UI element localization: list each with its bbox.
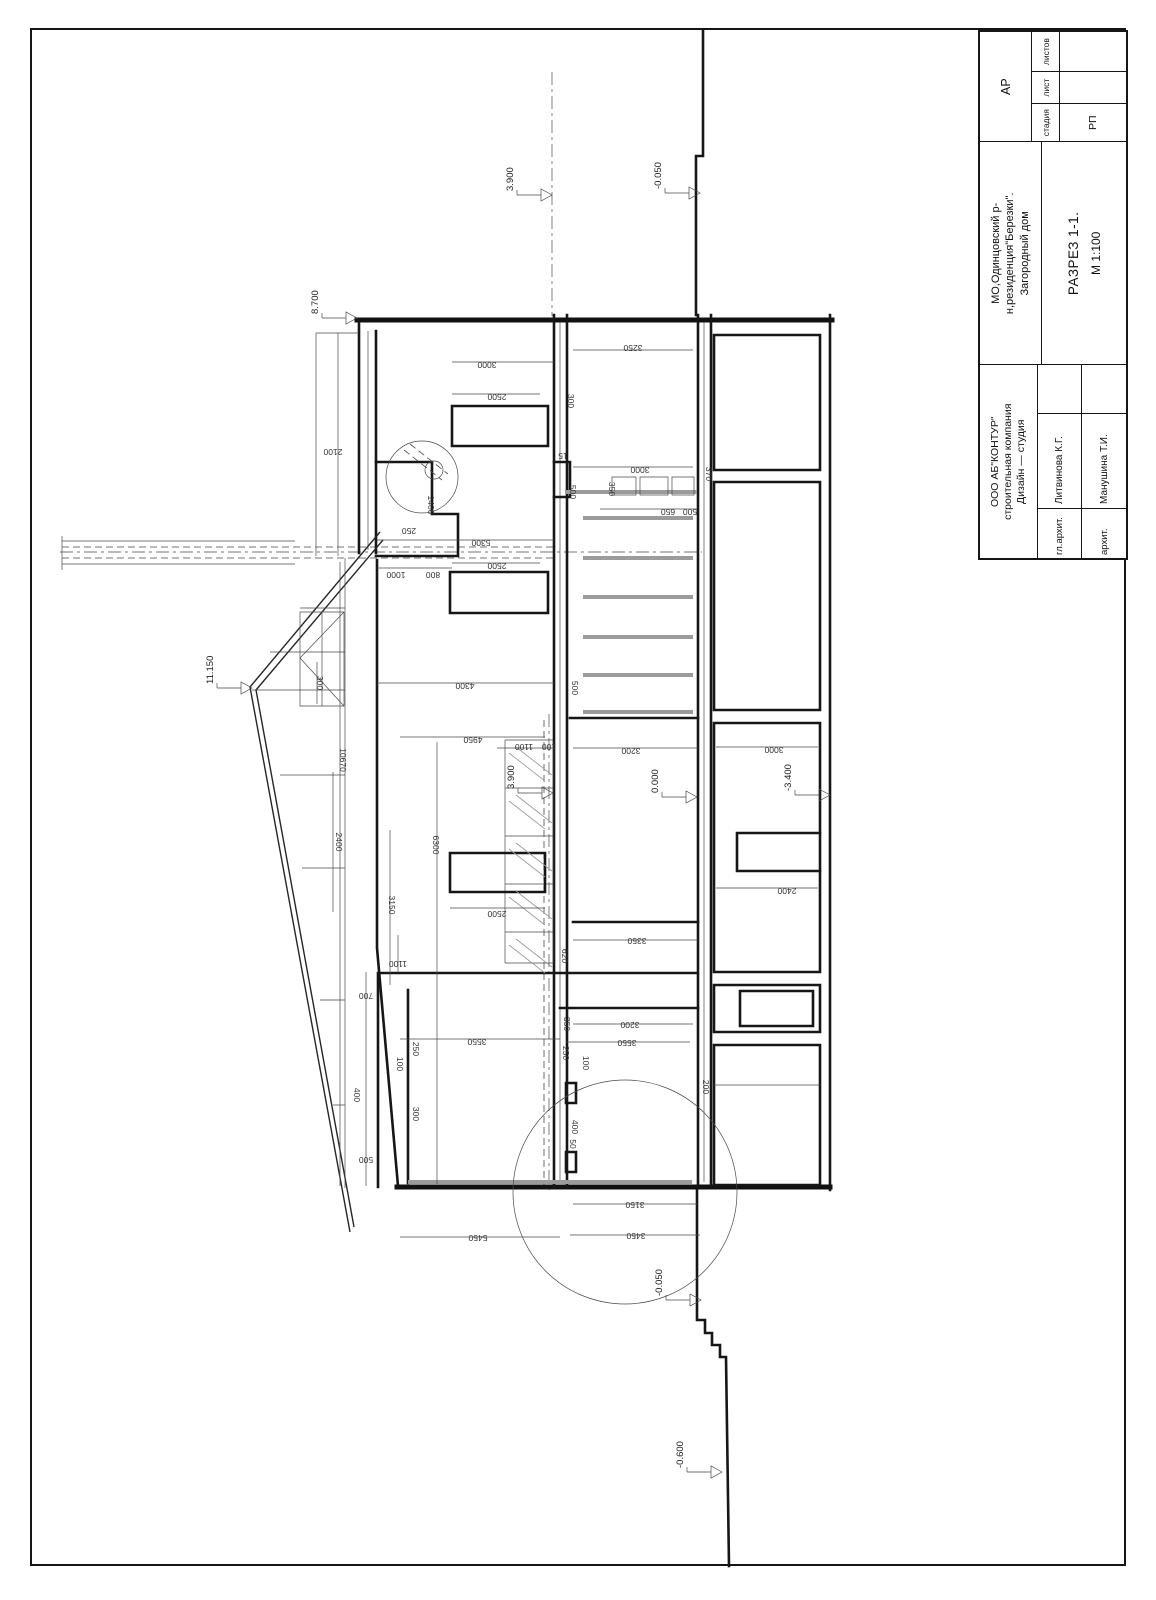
dimension-label: 50 [568,1139,578,1149]
dimension-label: 370 [704,466,714,482]
dimension-label: 400 [352,1087,362,1103]
dimension-label: 3550 [467,1037,487,1047]
stage-value-row [1060,32,1126,141]
role-label: архит. [1082,508,1126,558]
dimension-label: 500 [570,680,580,696]
dimension-label: 2100 [323,447,343,457]
drawing-title: РАЗРЕЗ 1-1. [1065,211,1081,296]
dimension-label: 500 [358,1155,374,1165]
dimension-label: 3450 [626,1231,646,1241]
dimension-label: 4300 [455,681,475,691]
company-cell [980,365,1038,558]
elevation-label: 3.900 [505,167,516,191]
dimension-label: 2500 [487,392,507,402]
architect-name: Манушина Т.И. [1082,413,1126,508]
elevation-mark [205,656,252,694]
elevation-mark [310,290,357,324]
walls-and-slabs [316,315,832,1190]
dimension-label: 100 [581,1055,591,1071]
basement-rooms [714,335,820,1185]
title-block [978,30,1128,560]
dimension-label: 700 [358,991,374,1001]
dimension-label: 250 [561,1045,571,1061]
dimension-label: 1100 [514,742,534,752]
elevation-mark [783,764,830,801]
company-line-1: ООО АБ"КОНТУР" [989,416,1002,508]
dimension-label: 3000 [630,465,650,475]
dimension-label: 300 [315,675,325,691]
drawing-title-cell [1042,142,1126,364]
dimension-label: 5450 [468,1233,488,1243]
elevation-label: 11.150 [205,655,216,684]
elevation-mark [505,167,552,201]
dimension-label: 5300 [471,538,491,548]
dimension-label: 100 [541,742,557,752]
dimension-label: 3200 [620,1020,640,1030]
dimension-label: 1400 [426,495,436,515]
dimension-label: 300 [411,1106,421,1122]
signature-row [1038,365,1082,558]
mark-cell: АР [980,32,1032,141]
dimension-label: 500 [682,507,698,517]
dimension-label: 3250 [623,343,643,353]
elevation-label: -0.050 [653,162,664,189]
dimension-label: 250 [411,1041,421,1057]
elevation-label: -0.600 [675,1441,686,1468]
dimension-label: 400 [570,1119,580,1135]
dimension-label: 3200 [621,746,641,756]
dimension-label: 3150 [387,895,397,915]
dimension-label: 15 [558,451,568,461]
dimension-labels [315,343,796,1243]
elevation-mark [654,1269,701,1306]
sheets-label: листов [1040,38,1051,66]
dimension-label: 4950 [463,735,483,745]
dimension-label: 6300 [431,835,441,855]
company-line-2: строительная компания [1002,403,1015,520]
elevation-label: 0.000 [650,769,661,793]
dimension-label: 500 [568,484,578,500]
dimension-label: 350 [562,1016,572,1032]
dimension-label: 2400 [334,832,344,852]
glazed-wall [450,740,553,973]
signature-row [1082,365,1126,558]
signature-space [1038,365,1081,413]
object-line-2: Загородный дом [1018,211,1031,296]
company-line-3: Дизайн — студия [1015,419,1028,504]
elevation-mark [653,162,700,199]
roof-gable [250,532,383,1232]
sheet-value [1060,71,1126,103]
dimension-label: 3150 [625,1200,645,1210]
drawing-scale: М 1:100 [1088,231,1103,275]
dimension-label: 200 [701,1079,711,1095]
elevation-mark [675,1441,722,1478]
architect-name: Литвинова К.Г. [1038,413,1081,508]
staircase [565,477,697,712]
dimension-label: 1100 [388,959,408,969]
dimension-label: 650 [660,507,676,517]
elevation-label: 3.900 [506,765,517,789]
glass-hatch [509,939,552,973]
stage-label: стадия [1032,103,1059,141]
elevation-label: 8.700 [310,290,321,314]
glass-hatch [509,795,552,829]
dimension-label: 3000 [764,745,784,755]
dimension-label: 800 [425,570,441,580]
dimension-label: 250 [401,526,417,536]
role-label: гл.архит. [1038,508,1081,558]
object-cell [980,142,1042,364]
dimension-label: 10670 [338,748,348,772]
sheet-label: лист [1032,71,1059,103]
ground-line [696,30,729,1566]
dimension-label: 2400 [777,886,797,896]
elevation-label: -3.400 [783,764,794,791]
object-line-1: МО,Одинцовский р-н,резиденция"Березки". [990,192,1017,315]
dimension-label: 300 [566,393,576,409]
dimension-label: 3000 [477,360,497,370]
dimension-label: 3350 [627,936,647,946]
dimension-label: 3550 [617,1038,637,1048]
dimension-label: 100 [395,1056,405,1072]
stage-value: РП [1060,103,1126,141]
stage-header-row [1032,32,1060,141]
dimension-label: 620 [560,948,570,964]
elevation-marks [205,162,830,1478]
dimension-label: 350 [607,481,617,497]
dimension-label: 1000 [386,570,406,580]
signature-space [1082,365,1126,413]
dimension-label: 2500 [487,909,507,919]
sheets-value [1060,32,1126,71]
elevation-mark [650,769,697,803]
dimension-label: 2500 [487,561,507,571]
elevation-label: -0.050 [654,1269,665,1296]
